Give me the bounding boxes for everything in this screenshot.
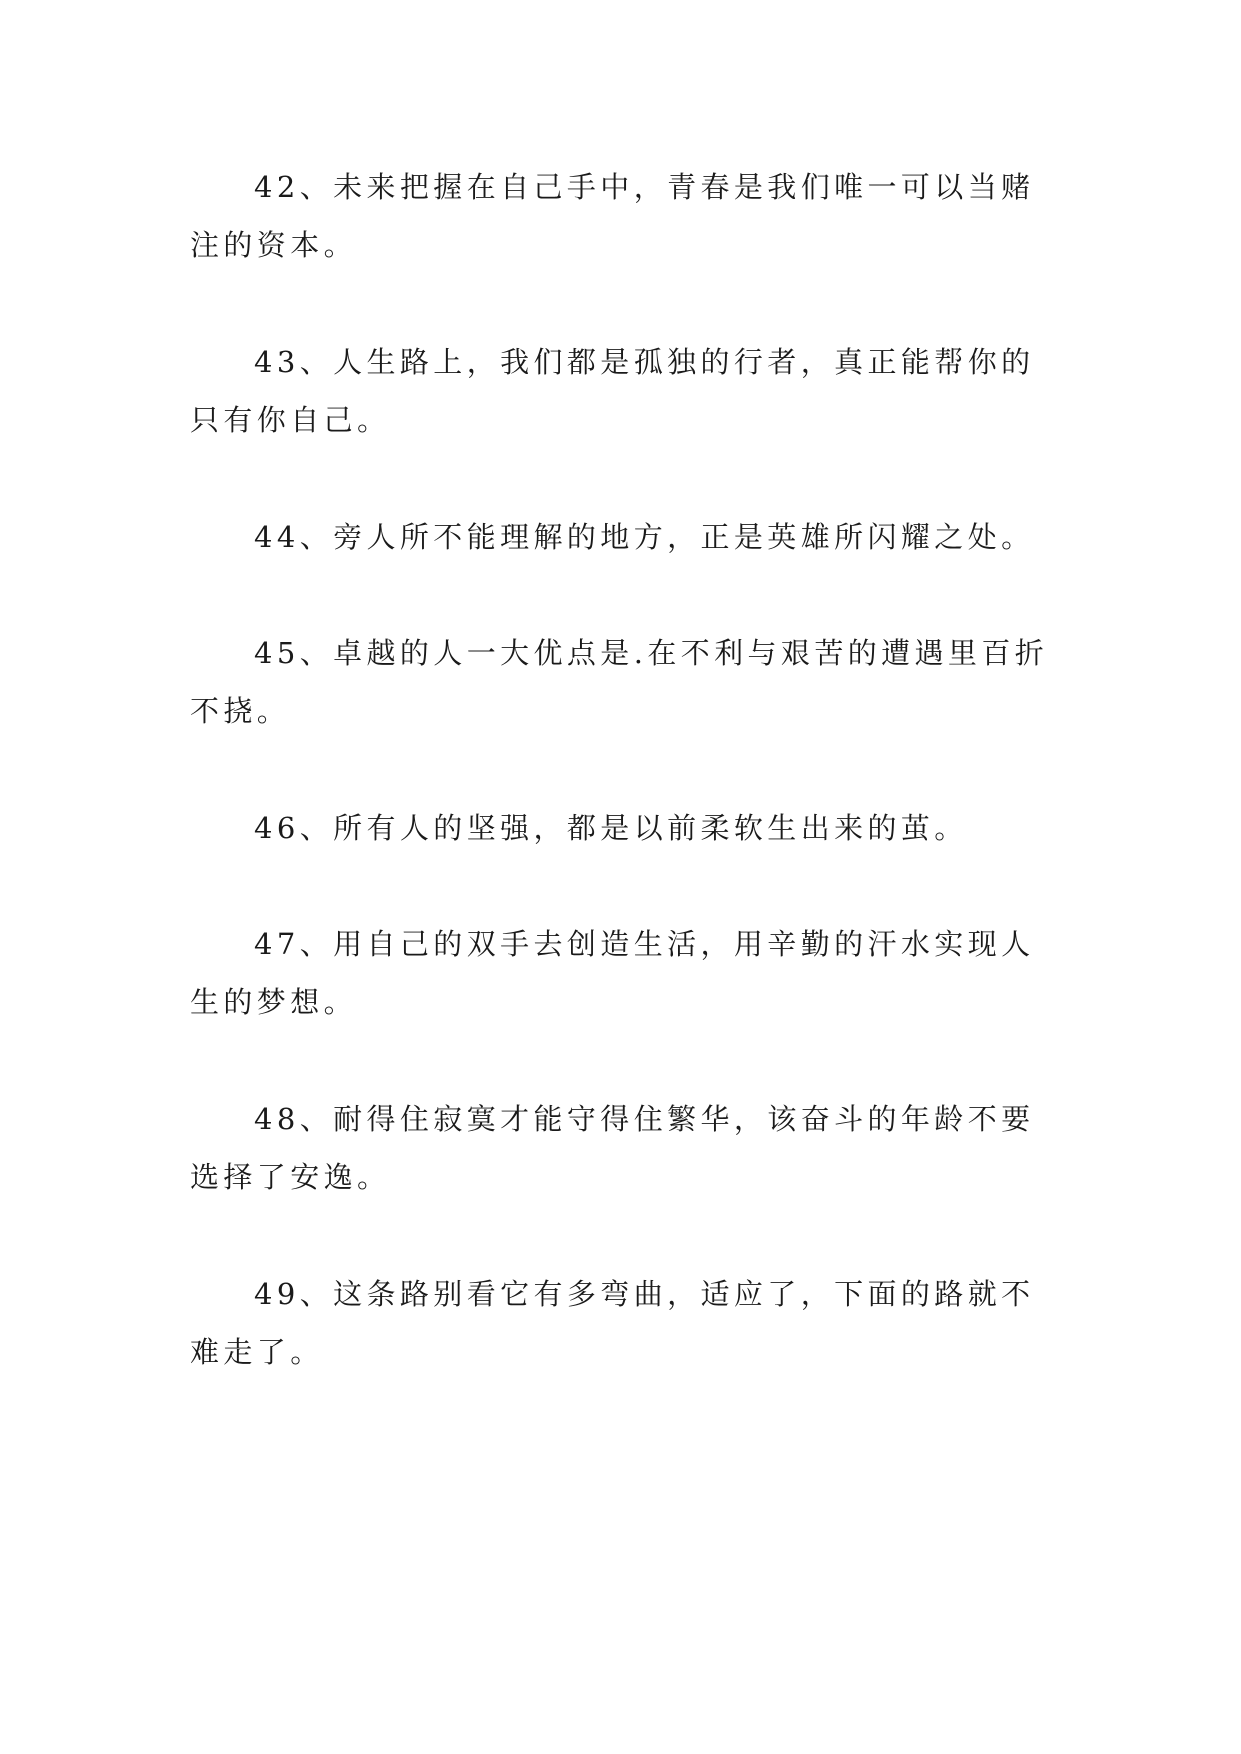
quote-paragraph-43: 43、人生路上，我们都是孤独的行者，真正能帮你的只有你自己。: [190, 345, 1035, 437]
quote-paragraph-45: 45、卓越的人一大优点是.在不利与艰苦的遭遇里百折不挠。: [190, 636, 1049, 728]
quote-paragraph-44: 44、旁人所不能理解的地方，正是英雄所闪耀之处。: [254, 520, 1035, 554]
quote-paragraph-48: 48、耐得住寂寞才能守得住繁华，该奋斗的年龄不要选择了安逸。: [190, 1102, 1035, 1194]
quote-paragraph-49: 49、这条路别看它有多弯曲，适应了，下面的路就不难走了。: [190, 1277, 1035, 1369]
quote-paragraph-47: 47、用自己的双手去创造生活，用辛勤的汗水实现人生的梦想。: [190, 927, 1035, 1019]
quote-paragraph-46: 46、所有人的坚强，都是以前柔软生出来的茧。: [254, 811, 968, 845]
quote-paragraph-42: 42、未来把握在自己手中，青春是我们唯一可以当赌注的资本。: [190, 170, 1035, 262]
